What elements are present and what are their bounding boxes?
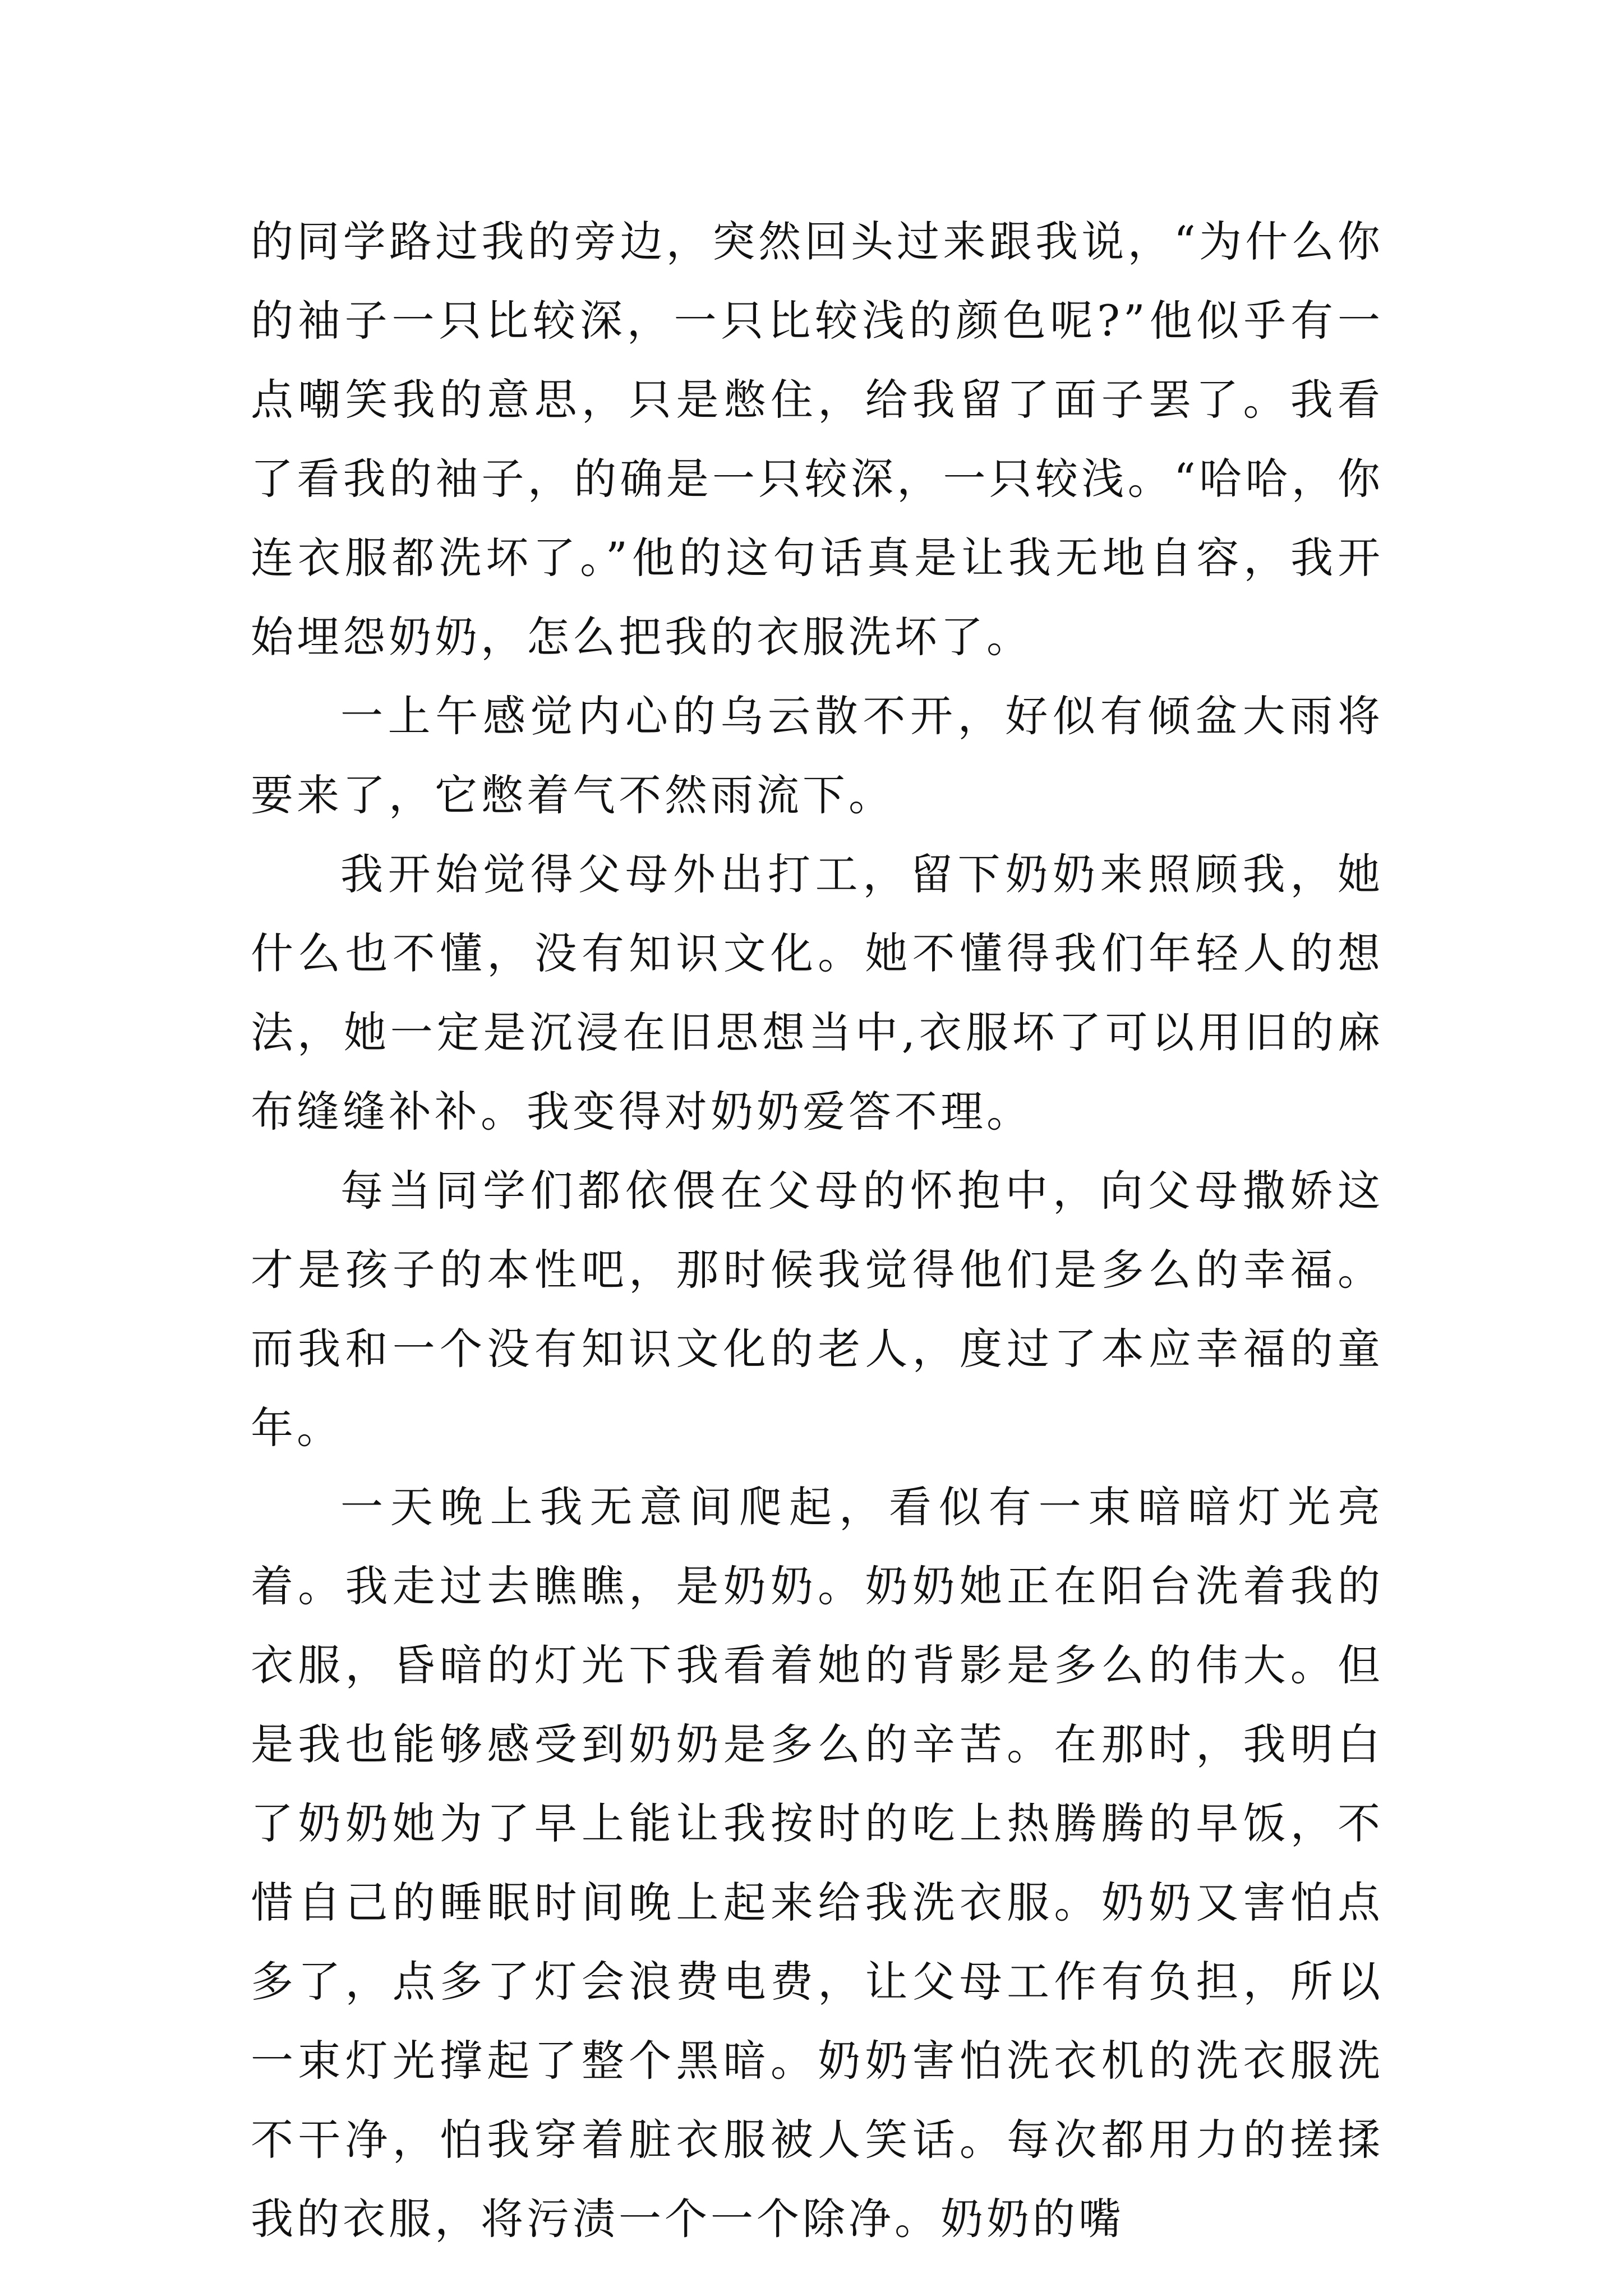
body-text: [251, 202, 1384, 2258]
paragraph-continued: 的同学路过我的旁边，突然回头过来跟我说，“为什么你的袖子一只比较深，一只比较浅的颜色呢?”他似乎有一点嘲笑我的意思，只是憋住，给我留了面子罢了。我看了看我的袖子，的确是一只较深，一只较浅。“哈哈，你连衣服都洗坏了。”他的这句话真是让我无地自容，我开始埋怨奶奶，怎么把我的衣服洗坏了。: [251, 217, 1384, 662]
paragraph: 一上午感觉内心的乌云散不开，好似有倾盆大雨将要来了，它憋着气不然雨流下。: [251, 691, 1384, 820]
paragraph: 一天晚上我无意间爬起，看似有一束暗暗灯光亮着。我走过去瞧瞧，是奶奶。奶奶她正在阳台洗着我的衣服，昏暗的灯光下我看着她的背影是多么的伟大。但是我也能够感受到奶奶是多么的辛苦。在那时，我明白了奶奶她为了早上能让我按时的吃上热腾腾的早饭，不惜自己的睡眠时间晚上起来给我洗衣服。奶奶又害怕点多了，点多了灯会浪费电费，让父母工作有负担，所以一束灯光撑起了整个黑暗。奶奶害怕洗衣机的洗衣服洗不干净，怕我穿着脏衣服被人笑话。每次都用力的搓揉我的衣服，将污渍一个一个除净。奶奶的嘴: [251, 1482, 1384, 2244]
paragraph: 我开始觉得父母外出打工，留下奶奶来照顾我，她什么也不懂，没有知识文化。她不懂得我们年轻人的想法，她一定是沉浸在旧思想当中,衣服坏了可以用旧的麻布缝缝补补。我变得对奶奶爱答不理。: [251, 849, 1384, 1137]
paragraph: 每当同学们都依偎在父母的怀抱中，向父母撒娇这才是孩子的本性吧，那时候我觉得他们是多么的幸福。而我和一个没有知识文化的老人，度过了本应幸福的童年。: [251, 1166, 1384, 1453]
